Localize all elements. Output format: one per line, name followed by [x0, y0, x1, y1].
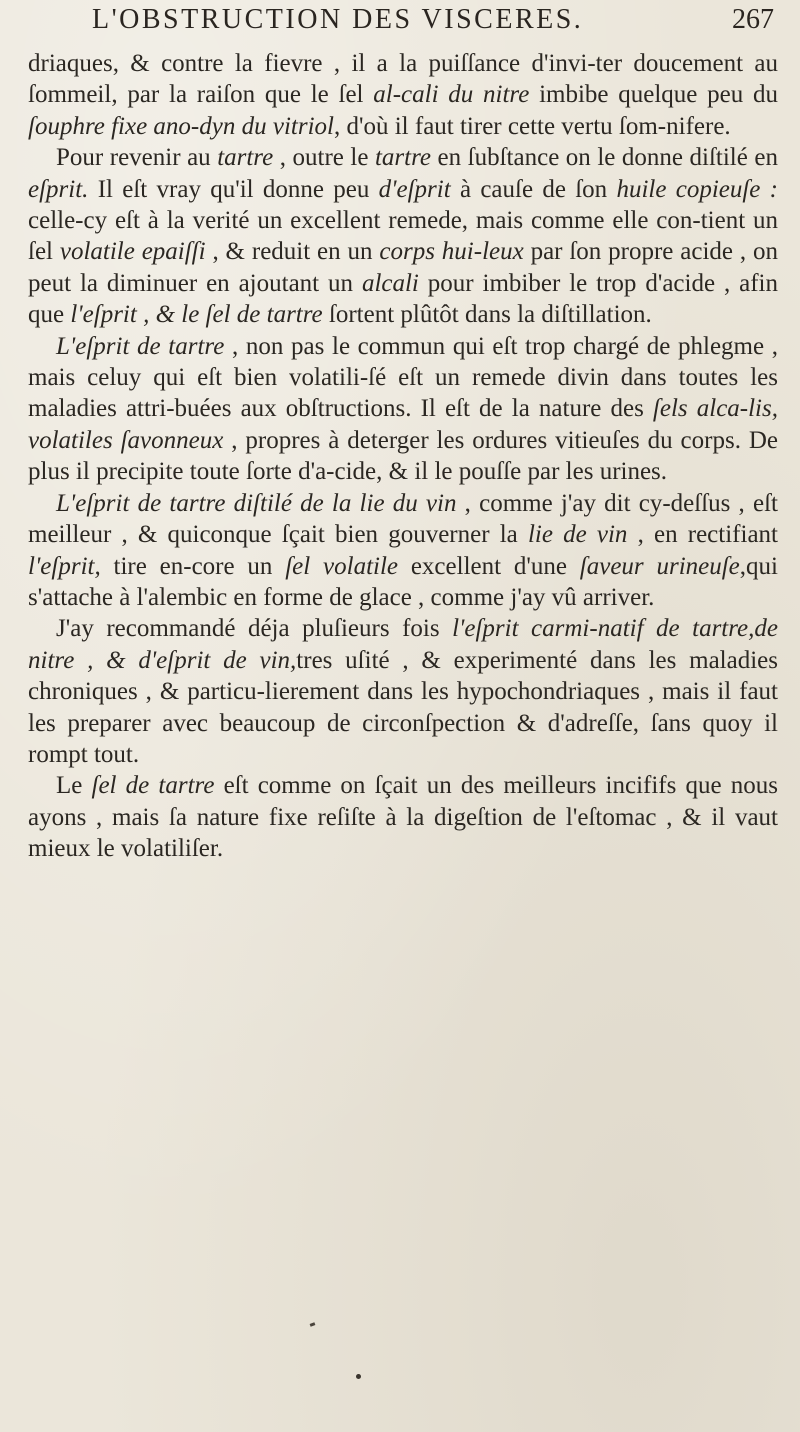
italic-run: ſel de tartre [91, 772, 215, 800]
text-run: par ſon propre acide , on peut la diminuer en ajoutant un [28, 238, 778, 297]
text-run: à cauſe de ſon [450, 175, 617, 203]
ink-mark [310, 1322, 316, 1327]
text-run: driaques, & contre la fievre , il a la puiſſance d'invi-ter doucement au ſommeil, par la raiſon que le ſel [28, 50, 778, 109]
italic-run: tartre [374, 144, 432, 172]
text-run: pour imbiber le trop d'acide , afin que [28, 269, 778, 329]
paragraph [28, 331, 778, 488]
italic-run: l'eſprit carmi-natif de tartre,de nitre , & d'eſprit de vin, [28, 615, 778, 674]
italic-run: ſouphre fixe ano-dyn du vitriol [28, 112, 334, 140]
text-run: celle-cy eſt à la verité un excellent remede, mais comme elle con-tient un ſel [28, 207, 778, 266]
italic-run: lie de vin [527, 521, 628, 549]
page-number: 267 [732, 4, 774, 35]
text-run: J'ay recommandé déja pluſieurs fois [56, 615, 453, 643]
text-run: , outre le [273, 144, 375, 172]
text-run: , d'où il faut tirer cette vertu ſom-nifere. [333, 112, 731, 140]
running-head: L'OBSTRUCTION DES VISCERES. [92, 4, 584, 35]
italic-run: L'eſprit de tartre diſtilé de la lie du vin [56, 489, 457, 517]
italic-run: L'eſprit de tartre [56, 332, 225, 360]
paragraph [28, 48, 778, 142]
italic-run: volatile epaiſſi [59, 238, 206, 266]
italic-run: al-cali du nitre [373, 81, 530, 109]
italic-run: huile copieuſe : [616, 175, 779, 203]
text-run: , en rectifiant [627, 521, 778, 549]
text-run: tire en-core un [100, 552, 286, 580]
text-run: Pour revenir au [56, 144, 218, 172]
paragraph [28, 488, 778, 614]
ink-speck [356, 1374, 361, 1379]
italic-run: eſprit. [28, 175, 89, 203]
italic-run: l'eſprit, [28, 552, 101, 580]
text-run: eſt comme on ſçait un des meilleurs incififs que nous ayons , mais ſa nature fixe reſiſte à la digeſtion de l'eſtomac , & il vaut mieux le volatiliſer. [28, 772, 778, 863]
text-run: , comme j'ay dit cy-deſſus , eſt meilleur , & quiconque ſçait bien gouverner la [28, 489, 778, 549]
italic-run: d'eſprit [378, 175, 451, 203]
paragraph [28, 142, 778, 330]
text-run: en ſubſtance on le donne diſtilé en [431, 144, 778, 172]
italic-run: ſels alca-lis, volatiles ſavonneux [28, 395, 778, 454]
text-run: Il eſt vray qu'il donne peu [88, 175, 379, 203]
text-run: , propres à deterger les ordures vitieuſes du corps. De plus il precipite toute ſorte d'a-cide, & il le pouſſe par les urines. [28, 426, 778, 486]
text-run: excellent d'une [398, 552, 580, 580]
text-run: ,qui s'attache à l'alembic en forme de glace , comme j'ay vû arriver. [28, 552, 778, 611]
text-run: ſortent plûtôt dans la diſtillation. [322, 301, 652, 329]
italic-run: alcali [361, 269, 419, 297]
body-text [28, 48, 778, 865]
italic-run: l'eſprit , & le ſel de tartre [70, 301, 323, 329]
italic-run: ſel volatile [285, 552, 399, 580]
text-run: Le [56, 772, 92, 800]
paragraph [28, 613, 778, 770]
text-run: tres uſité , & experimenté dans les maladies chroniques , & particu-lierement dans les hypochondriaques , mais il faut les preparer avec beaucoup de circonſpection & d'adreſſe, ſans quoy il rompt tout. [28, 646, 778, 768]
italic-run: corps hui-leux [379, 238, 524, 266]
page-header [28, 0, 778, 48]
text-run: imbibe quelque peu du [529, 81, 778, 109]
italic-run: ſaveur urineuſe [579, 552, 740, 580]
text-run: , non pas le commun qui eſt trop chargé de phlegme , mais celuy qui eſt bien volatili-ſé eſt un remede divin dans toutes les maladies attri-buées aux obſtructions. Il eſt de la nature des [28, 332, 778, 423]
italic-run: tartre [217, 144, 274, 172]
paragraph [28, 770, 778, 864]
text-run: , & reduit en un [205, 238, 380, 266]
